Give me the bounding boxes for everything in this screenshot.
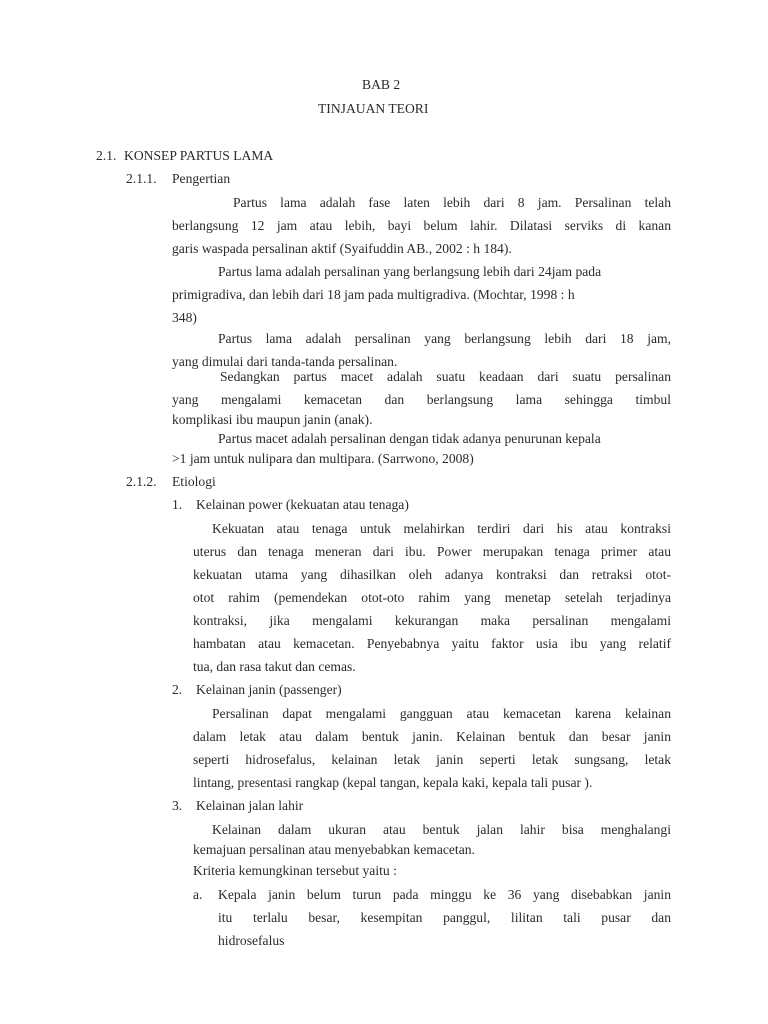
subsection-number: 2.1.2. [126, 474, 157, 489]
subsection-title: Etiologi [172, 474, 216, 489]
paragraph-line: kontraksi, jika mengalami kekurangan maka persalinan mengalami [193, 613, 671, 628]
section-number: 2.1. [96, 148, 117, 163]
paragraph-line: komplikasi ibu maupun janin (anak). [172, 412, 373, 427]
chapter-number: BAB 2 [362, 77, 401, 92]
paragraph-line: Partus lama adalah persalinan yang berlangsung lebih dari 18 jam, [218, 331, 671, 346]
paragraph-line: itu terlalu besar, kesempitan panggul, lilitan tali pusar dan [218, 910, 671, 925]
paragraph-line: dalam letak atau dalam bentuk janin. Kelainan bentuk dan besar janin [193, 729, 671, 744]
paragraph-line: tua, dan rasa takut dan cemas. [193, 659, 356, 674]
paragraph-line: Partus lama adalah fase laten lebih dari 8 jam. Persalinan telah [233, 195, 671, 210]
subsection-title: Pengertian [172, 171, 231, 186]
list-number: 3. [172, 798, 183, 813]
list-item-title: Kelainan jalan lahir [196, 798, 304, 813]
paragraph-line: >1 jam untuk nulipara dan multipara. (Sarrwono, 2008) [172, 451, 474, 466]
paragraph-line: kemajuan persalinan atau menyebabkan kemacetan. [193, 842, 475, 857]
chapter-title: TINJAUAN TEORI [318, 101, 429, 116]
paragraph-line: Kepala janin belum turun pada minggu ke 36 yang disebabkan janin [218, 887, 671, 902]
paragraph-line: uterus dan tenaga meneran dari ibu. Power merupakan tenaga primer atau [193, 544, 671, 559]
sublist-label: a. [193, 887, 203, 902]
paragraph-line: otot rahim (pemendekan otot-oto rahim yang menetap setelah terjadinya [193, 590, 671, 605]
criteria-line: Kriteria kemungkinan tersebut yaitu : [193, 863, 397, 878]
paragraph-line: yang dimulai dari tanda-tanda persalinan. [172, 354, 398, 369]
paragraph-line: yang mengalami kemacetan dan berlangsung lama sehingga timbul [172, 392, 671, 407]
paragraph-line: primigradiva, dan lebih dari 18 jam pada multigradiva. (Mochtar, 1998 : h [172, 287, 575, 302]
list-number: 2. [172, 682, 183, 697]
paragraph-line: hidrosefalus [218, 933, 285, 948]
paragraph-line: Partus lama adalah persalinan yang berlangsung lebih dari 24jam pada [218, 264, 602, 279]
paragraph-line: Sedangkan partus macet adalah suatu keadaan dari suatu persalinan [220, 369, 671, 384]
paragraph-line: 348) [172, 310, 197, 325]
paragraph-line: lintang, presentasi rangkap (kepal tangan, kepala kaki, kepala tali pusar ). [193, 775, 593, 790]
paragraph-line: Partus macet adalah persalinan dengan tidak adanya penurunan kepala [218, 431, 601, 446]
paragraph-line: berlangsung 12 jam atau lebih, bayi belum lahir. Dilatasi serviks di kanan [172, 218, 671, 233]
paragraph-line: Persalinan dapat mengalami gangguan atau kemacetan karena kelainan [212, 706, 671, 721]
paragraph-line: hambatan atau kemacetan. Penyebabnya yaitu faktor usia ibu yang relatif [193, 636, 671, 651]
paragraph-line: Kelainan dalam ukuran atau bentuk jalan lahir bisa menghalangi [212, 822, 671, 837]
list-number: 1. [172, 497, 183, 512]
paragraph-line: Kekuatan atau tenaga untuk melahirkan terdiri dari his atau kontraksi [212, 521, 671, 536]
paragraph-line: kekuatan utama yang dihasilkan oleh adanya kontraksi dan retraksi otot- [193, 567, 671, 582]
list-item-title: Kelainan power (kekuatan atau tenaga) [196, 497, 409, 512]
section-title: KONSEP PARTUS LAMA [124, 148, 274, 163]
paragraph-line: garis waspada persalinan aktif (Syaifuddin AB., 2002 : h 184). [172, 241, 512, 256]
list-item-title: Kelainan janin (passenger) [196, 682, 342, 697]
paragraph-line: seperti hidrosefalus, kelainan letak janin seperti letak sungsang, letak [193, 752, 671, 767]
subsection-number: 2.1.1. [126, 171, 157, 186]
